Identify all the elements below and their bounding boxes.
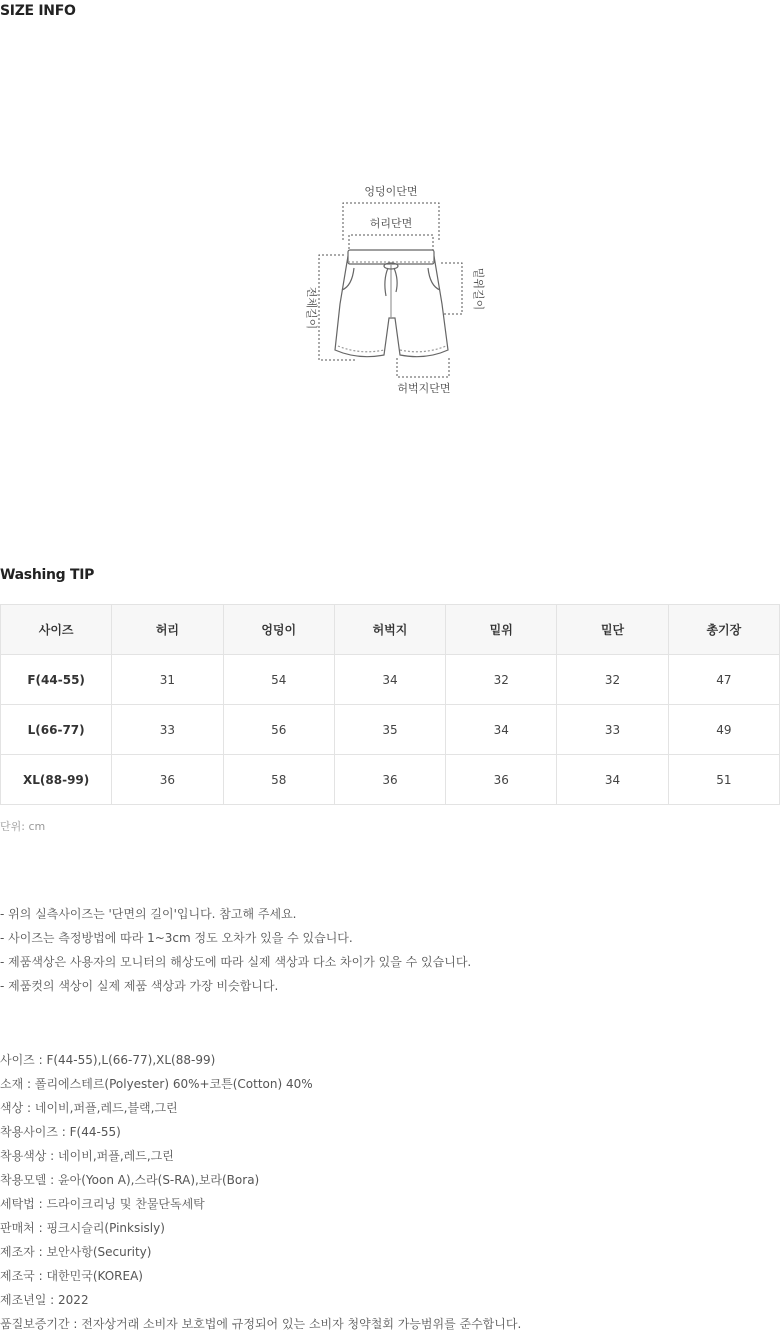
washing-tip-heading: Washing TIP (0, 567, 95, 583)
unit-note: 단위: cm (0, 820, 46, 833)
list-item: 사이즈 : F(44-55),L(66-77),XL(88-99) (0, 1053, 216, 1067)
table-cell: 33 (112, 705, 223, 755)
list-item: 착용사이즈 : F(44-55) (0, 1125, 121, 1139)
table-cell: 47 (668, 655, 779, 705)
list-item: 색상 : 네이비,퍼플,레드,블랙,그린 (0, 1101, 178, 1115)
table-cell: 49 (668, 705, 779, 755)
table-cell: 58 (223, 755, 334, 805)
table-row (1, 655, 780, 705)
list-item: 제조자 : 보안사항(Security) (0, 1245, 152, 1259)
list-item: 판매처 : 핑크시슬리(Pinksisly) (0, 1221, 165, 1235)
column-header: 밑위 (446, 605, 557, 655)
list-item: 품질보증기간 : 전자상거래 소비자 보호법에 규정되어 있는 소비자 청약철회 가능범위를 준수합니다. (0, 1317, 522, 1331)
shorts-size-diagram (296, 180, 496, 400)
table-cell: 34 (557, 755, 668, 805)
table-header-row (1, 605, 780, 655)
table-cell: L(66-77) (1, 705, 112, 755)
list-item: 소재 : 폴리에스테르(Polyester) 60%+코튼(Cotton) 40% (0, 1077, 313, 1091)
table-cell: 51 (668, 755, 779, 805)
table-row (1, 705, 780, 755)
column-header: 총기장 (668, 605, 779, 655)
list-item: - 사이즈는 측정방법에 따라 1~3cm 정도 오차가 있을 수 있습니다. (0, 931, 353, 945)
column-header: 밑단 (557, 605, 668, 655)
list-item: 세탁법 : 드라이크리닝 및 찬물단독세탁 (0, 1197, 205, 1211)
total-length-label: 전체길이 (305, 286, 318, 330)
list-item: - 제품색상은 사용자의 모니터의 해상도에 따라 실제 색상과 다소 차이가 있을 수 있습니다. (0, 955, 472, 969)
list-item: 착용색상 : 네이비,퍼플,레드,그린 (0, 1149, 174, 1163)
table-cell: 33 (557, 705, 668, 755)
table-cell: 36 (112, 755, 223, 805)
size-table (0, 604, 780, 805)
hip-label: 엉덩이단면 (364, 185, 418, 198)
table-cell: 31 (112, 655, 223, 705)
table-cell: F(44-55) (1, 655, 112, 705)
table-cell: XL(88-99) (1, 755, 112, 805)
product-spec-list (0, 1048, 521, 1336)
table-cell: 34 (334, 655, 445, 705)
size-info-heading: SIZE INFO (0, 3, 76, 19)
shorts-illustration (335, 250, 448, 357)
column-header: 엉덩이 (223, 605, 334, 655)
notice-list (0, 902, 471, 998)
list-item: - 위의 실측사이즈는 '단면의 길이'입니다. 참고해 주세요. (0, 907, 297, 921)
column-header: 허리 (112, 605, 223, 655)
table-cell: 36 (446, 755, 557, 805)
list-item: - 제품컷의 색상이 실제 제품 색상과 가장 비슷합니다. (0, 979, 279, 993)
table-cell: 36 (334, 755, 445, 805)
table-cell: 35 (334, 705, 445, 755)
table-cell: 54 (223, 655, 334, 705)
table-cell: 32 (446, 655, 557, 705)
table-cell: 34 (446, 705, 557, 755)
column-header: 허벅지 (334, 605, 445, 655)
table-cell: 56 (223, 705, 334, 755)
thigh-measure-line (397, 358, 449, 377)
list-item: 제조년일 : 2022 (0, 1293, 89, 1307)
list-item: 착용모델 : 윤아(Yoon A),스라(S-RA),보라(Bora) (0, 1173, 260, 1187)
table-cell: 32 (557, 655, 668, 705)
thigh-label: 허벅지단면 (397, 382, 451, 395)
rise-label: 밑위길이 (472, 267, 485, 311)
waist-label: 허리단면 (369, 217, 413, 230)
table-row (1, 755, 780, 805)
rise-measure-line (441, 263, 462, 314)
list-item: 제조국 : 대한민국(KOREA) (0, 1269, 143, 1283)
column-header: 사이즈 (1, 605, 112, 655)
